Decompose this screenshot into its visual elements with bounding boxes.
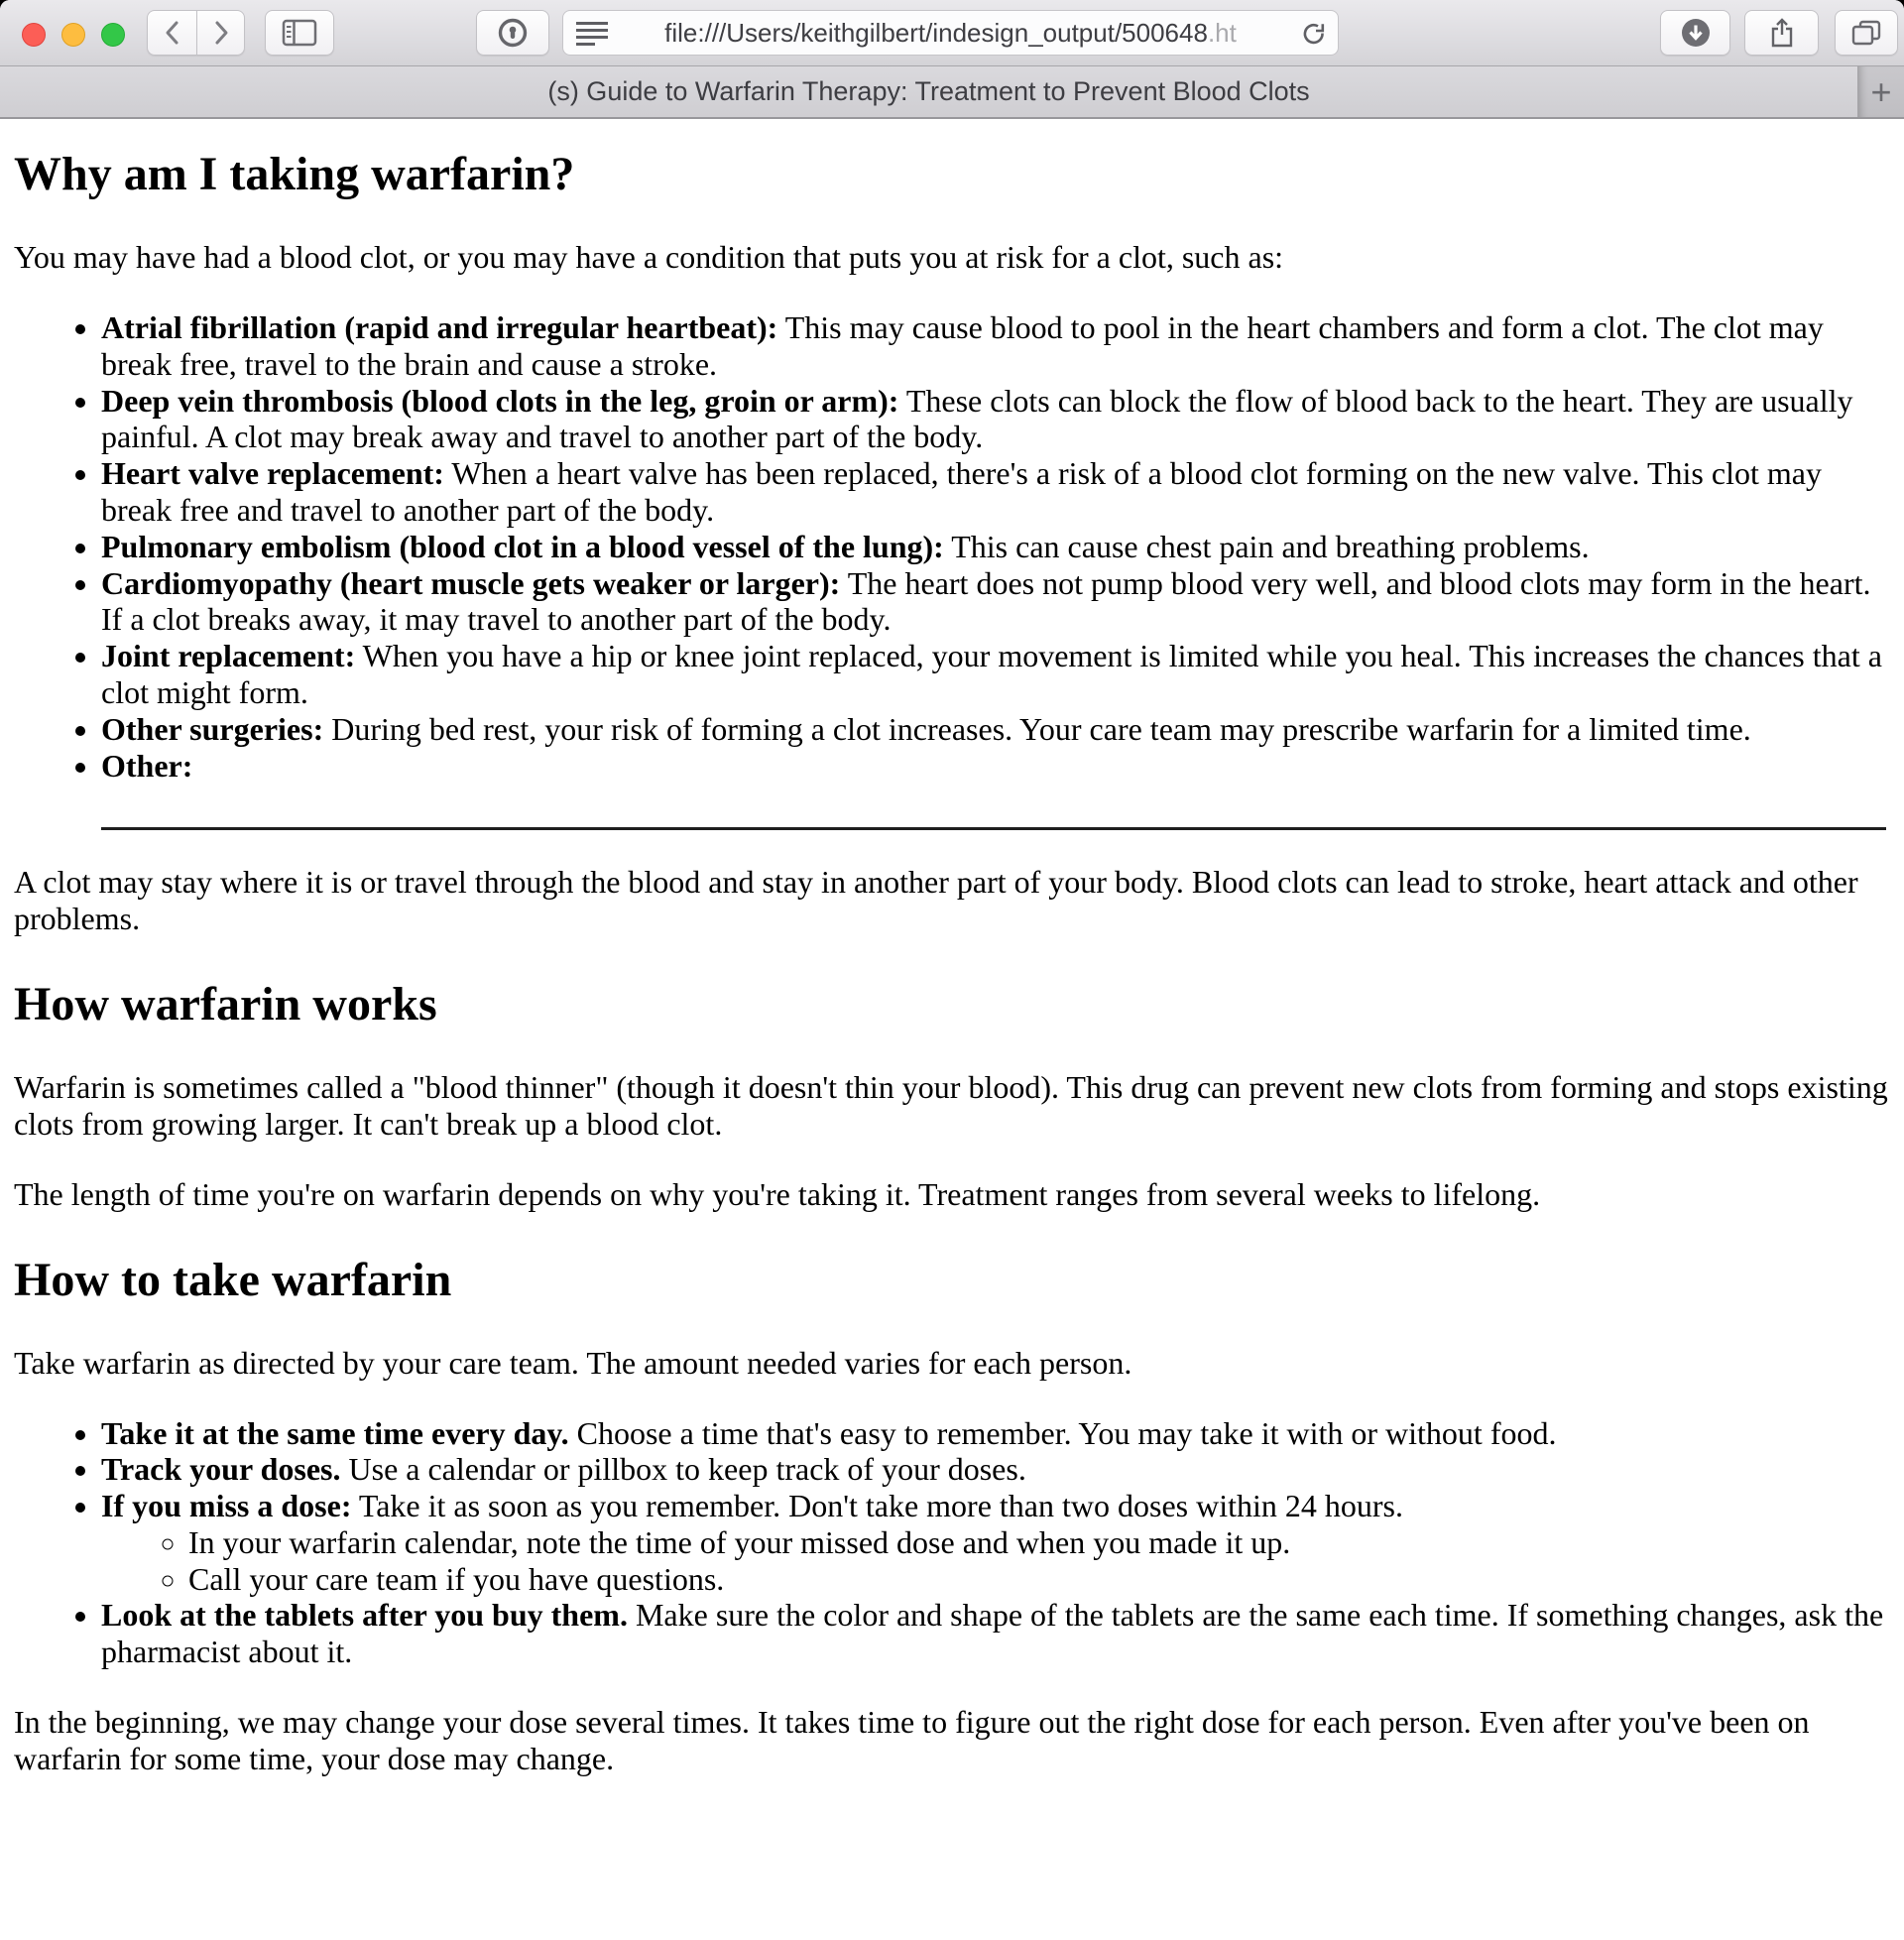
back-button[interactable] (147, 10, 196, 56)
close-button[interactable] (22, 23, 46, 47)
keyhole-circle-icon (497, 17, 529, 49)
browser-toolbar (0, 0, 1904, 66)
traffic-lights (22, 23, 125, 47)
tabs-overview-icon (1850, 19, 1882, 47)
list-item-lead: Track your doses. (101, 1451, 341, 1488)
list-item-text: During bed rest, your risk of forming a clot increases. Your care team may prescribe warfarin for a limited time. (323, 710, 1751, 747)
tabs-overview-button[interactable] (1835, 10, 1898, 56)
list-item-text: When a heart valve has been replaced, there's a risk of a blood clot forming on the new valve. This clot may break free and travel to another part of the body. (101, 455, 1822, 528)
downloads-button[interactable] (1660, 10, 1730, 56)
list-item-text: Make sure the color and shape of the tablets are the same each time. If something changes, ask the pharmacist about it. (101, 1597, 1884, 1670)
section-heading-how-works: How warfarin works (14, 977, 437, 1031)
share-button[interactable] (1744, 10, 1819, 56)
list-item-text: This may cause blood to pool in the heart chambers and form a clot. The clot may break free, travel to the brain and cause a stroke. (101, 308, 1824, 382)
list-item-lead: Take it at the same time every day. (101, 1414, 569, 1451)
back-chevron-icon (163, 19, 182, 47)
list-item (101, 309, 1890, 383)
list-item (101, 565, 1890, 639)
list-item (101, 1415, 1890, 1452)
list-item-lead: Deep vein thrombosis (blood clots in the leg, groin or arm): (101, 382, 899, 419)
list-item-lead: Cardiomyopathy (heart muscle gets weaker or larger): (101, 564, 841, 601)
password-extension-button[interactable] (476, 10, 549, 56)
reload-icon (1300, 20, 1328, 48)
url-main: file:///Users/keithgilbert/indesign_output/500648 (664, 17, 1208, 48)
forward-button[interactable] (196, 10, 245, 56)
instructions-list (14, 1415, 1890, 1671)
list-item-other (101, 748, 1890, 831)
list-item-text: These clots can block the flow of blood back to the heart. They are usually painful. A clot may break away and travel to another part of the body. (101, 382, 1853, 455)
list-item-text: Choose a time that's easy to remember. You may take it with or without food. (568, 1414, 1557, 1451)
sidebar-toggle-icon (282, 19, 317, 47)
new-tab-button[interactable]: + (1857, 66, 1904, 117)
missed-dose-sublist (101, 1524, 1890, 1598)
reasons-list (14, 309, 1890, 830)
active-tab[interactable] (0, 66, 1857, 117)
history-nav-group (147, 10, 245, 56)
list-item-text: Take it as soon as you remember. Don't take more than two doses within 24 hours. (351, 1488, 1403, 1524)
forward-chevron-icon (211, 19, 231, 47)
list-item-lead: Joint replacement: (101, 638, 356, 674)
list-item-text: Use a calendar or pillbox to keep track of your doses. (340, 1451, 1026, 1488)
reader-button[interactable] (575, 21, 609, 53)
list-item-text: This can cause chest pain and breathing problems. (943, 528, 1590, 564)
intro-paragraph: You may have had a blood clot, or you may have a condition that puts you at risk for a clot, such as: (14, 239, 1284, 276)
fill-in-blank-line (101, 784, 1886, 830)
tab-bar (0, 66, 1904, 119)
sub-list-item: ◦ In your warfarin calendar, note the time of your missed dose and when you made it up. (188, 1524, 1890, 1561)
reader-lines-icon (575, 21, 609, 48)
sub-list-item: ◦ Call your care team if you have questions. (188, 1561, 1890, 1598)
list-item-lead: Pulmonary embolism (blood clot in a blood vessel of the lung): (101, 528, 944, 564)
address-bar[interactable] (562, 10, 1339, 56)
reload-button[interactable] (1300, 20, 1328, 51)
list-item (101, 1597, 1890, 1670)
page-content (0, 119, 1904, 1831)
closing-paragraph: In the beginning, we may change your dose several times. It takes time to figure out the right dose for each person. Even after you've been on warfarin for some time, your dose may change. (14, 1704, 1810, 1776)
list-item (101, 1488, 1890, 1597)
list-item (101, 638, 1890, 711)
section-heading-why: Why am I taking warfarin? (14, 148, 575, 200)
list-item (101, 711, 1890, 748)
section-heading-how-take: How to take warfarin (14, 1253, 452, 1306)
zoom-button[interactable] (101, 23, 125, 47)
download-circle-icon (1680, 17, 1712, 49)
tab-title: (s) Guide to Warfarin Therapy: Treatment to Prevent Blood Clots (547, 76, 1310, 106)
list-item (101, 383, 1890, 456)
minimize-button[interactable] (61, 23, 85, 47)
list-item-text: When you have a hip or knee joint replaced, your movement is limited while you heal. This increases the chances that a clot might form. (101, 638, 1882, 710)
url-truncated-suffix: .ht (1207, 17, 1237, 48)
list-item (101, 529, 1890, 565)
list-item-lead: Other surgeries: (101, 710, 324, 747)
body-paragraph: The length of time you're on warfarin depends on why you're taking it. Treatment ranges from several weeks to lifelong. (14, 1175, 1541, 1212)
list-item-lead: Heart valve replacement: (101, 455, 444, 492)
list-item-lead: Atrial fibrillation (rapid and irregular heartbeat): (101, 308, 778, 345)
url-text (563, 18, 1338, 49)
list-item (101, 455, 1890, 529)
share-icon (1768, 17, 1796, 49)
intro-paragraph: Take warfarin as directed by your care team. The amount needed varies for each person. (14, 1344, 1132, 1381)
list-item-lead: Look at the tablets after you buy them. (101, 1597, 628, 1634)
closing-paragraph: A clot may stay where it is or travel through the blood and stay in another part of your body. Blood clots can lead to stroke, heart attack and other problems. (14, 864, 1858, 937)
list-item-text: The heart does not pump blood very well, and blood clots may form in the heart. If a clot breaks away, it may travel to another part of the body. (101, 564, 1871, 638)
sidebar-toggle-button[interactable] (265, 10, 334, 56)
body-paragraph: Warfarin is sometimes called a "blood thinner" (though it doesn't thin your blood). This drug can prevent new clots from forming and stops existing clots from growing larger. It can't break up a blood clot. (14, 1069, 1888, 1142)
list-item (101, 1451, 1890, 1488)
list-item-lead: If you miss a dose: (101, 1488, 352, 1524)
list-item-lead: Other: (101, 747, 193, 784)
